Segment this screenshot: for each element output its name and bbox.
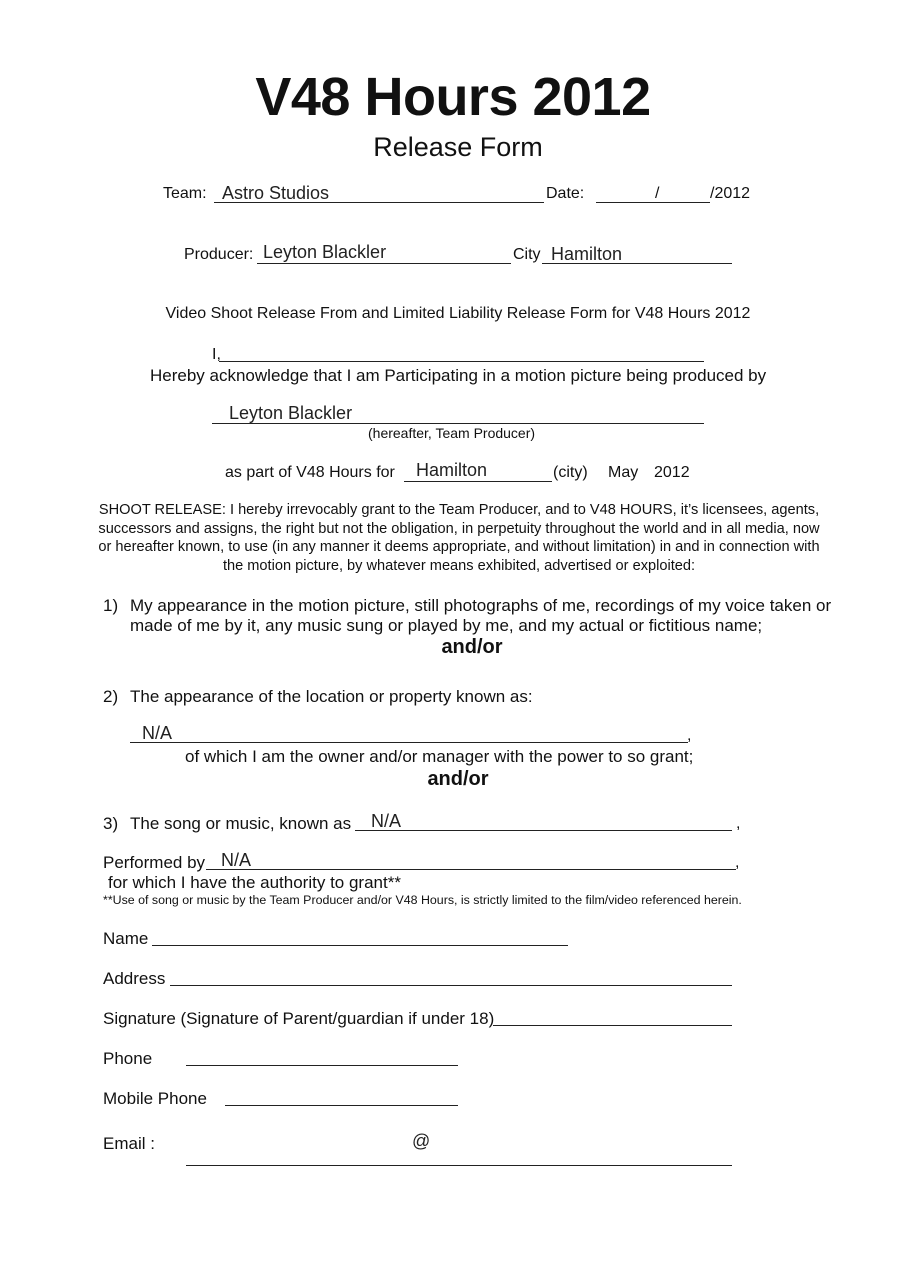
month-value: May bbox=[608, 464, 639, 481]
team-label: Team: bbox=[163, 185, 207, 202]
item-1-line: made of me by it, any music sung or played by me, and my actual or fictitious name; bbox=[130, 616, 763, 635]
part-of-city-line[interactable] bbox=[404, 481, 552, 482]
performed-by-line[interactable] bbox=[206, 869, 736, 870]
item-3-number: 3) bbox=[103, 814, 119, 833]
year-value: 2012 bbox=[654, 464, 690, 481]
item-2-text: The appearance of the location or property known as: bbox=[130, 687, 533, 706]
phone-label: Phone bbox=[103, 1049, 153, 1068]
and-or-divider: and/or bbox=[441, 636, 503, 658]
part-of-label: as part of V48 Hours for bbox=[225, 464, 395, 481]
producer-value: Leyton Blackler bbox=[263, 242, 387, 262]
page-subtitle: Release Form bbox=[373, 132, 543, 162]
song-field-line[interactable] bbox=[355, 830, 732, 831]
performed-by-label: Performed by bbox=[103, 853, 206, 872]
shoot-release-paragraph bbox=[74, 501, 844, 575]
item-3-text: The song or music, known as bbox=[130, 814, 352, 833]
item-2-number: 2) bbox=[103, 687, 119, 706]
acknowledge-text: Hereby acknowledge that I am Participating in a motion picture being produced by bbox=[150, 366, 767, 385]
shoot-release-line: successors and assigns, the right but not the obligation, in perpetuity throughout the world and in all media, now bbox=[98, 520, 820, 537]
participant-name-line[interactable] bbox=[219, 361, 704, 362]
city-caption: (city) bbox=[553, 464, 588, 481]
name-field-line[interactable] bbox=[152, 945, 568, 946]
location-field-line[interactable] bbox=[130, 742, 688, 743]
mobile-phone-field-line[interactable] bbox=[225, 1105, 458, 1106]
email-label: Email : bbox=[103, 1134, 155, 1153]
item-1-line: My appearance in the motion picture, still photographs of me, recordings of my voice taken or bbox=[130, 596, 832, 615]
song-value: N/A bbox=[371, 811, 402, 831]
producer-field-line[interactable] bbox=[257, 263, 511, 264]
location-value: N/A bbox=[142, 723, 173, 743]
i-label: I, bbox=[212, 346, 221, 363]
item-1-number: 1) bbox=[103, 596, 119, 615]
location-owner-text: of which I am the owner and/or manager with the power to so grant; bbox=[185, 747, 694, 766]
date-label: Date: bbox=[546, 185, 585, 202]
address-field-line[interactable] bbox=[170, 985, 732, 986]
shoot-release-line: or hereafter known, to use (in any manner it deems appropriate, and without limitation) in and in connection with bbox=[98, 539, 820, 555]
song-comma: , bbox=[736, 815, 741, 832]
release-heading: Video Shoot Release From and Limited Liability Release Form for V48 Hours 2012 bbox=[165, 305, 751, 322]
mobile-phone-label: Mobile Phone bbox=[103, 1089, 207, 1108]
producer-label: Producer: bbox=[184, 246, 254, 263]
acknowledge-producer-value: Leyton Blackler bbox=[229, 403, 353, 423]
signature-label: Signature (Signature of Parent/guardian if under 18) bbox=[103, 1009, 495, 1028]
date-separator: / bbox=[655, 185, 660, 202]
city-label: City bbox=[513, 246, 541, 263]
phone-field-line[interactable] bbox=[186, 1065, 458, 1066]
and-or-divider: and/or bbox=[427, 768, 489, 790]
email-field-line[interactable] bbox=[186, 1165, 732, 1166]
address-label: Address bbox=[103, 969, 166, 988]
performed-by-value: N/A bbox=[221, 850, 252, 870]
producer-caption: (hereafter, Team Producer) bbox=[368, 425, 536, 441]
city-value: Hamilton bbox=[551, 244, 623, 264]
shoot-release-line: SHOOT RELEASE: I hereby irrevocably grant to the Team Producer, and to V48 HOURS, it’s licensees, agents, bbox=[98, 502, 820, 518]
location-comma: , bbox=[687, 727, 692, 744]
performed-by-comma: , bbox=[735, 854, 740, 871]
shoot-release-line: the motion picture, by whatever means exhibited, advertised or exploited: bbox=[222, 557, 696, 574]
date-field-line[interactable] bbox=[596, 202, 710, 203]
page-title: V48 Hours 2012 bbox=[255, 67, 651, 127]
team-value: Astro Studios bbox=[222, 183, 330, 203]
signature-field-line[interactable] bbox=[493, 1025, 732, 1026]
part-of-city-value: Hamilton bbox=[416, 460, 488, 480]
authority-text: for which I have the authority to grant** bbox=[108, 873, 401, 892]
name-label: Name bbox=[103, 929, 149, 948]
footnote-text: **Use of song or music by the Team Producer and/or V48 Hours, is strictly limited to the film/video referenced herein. bbox=[103, 893, 742, 907]
email-at-sign: @ bbox=[412, 1131, 431, 1151]
date-year: /2012 bbox=[710, 185, 751, 202]
